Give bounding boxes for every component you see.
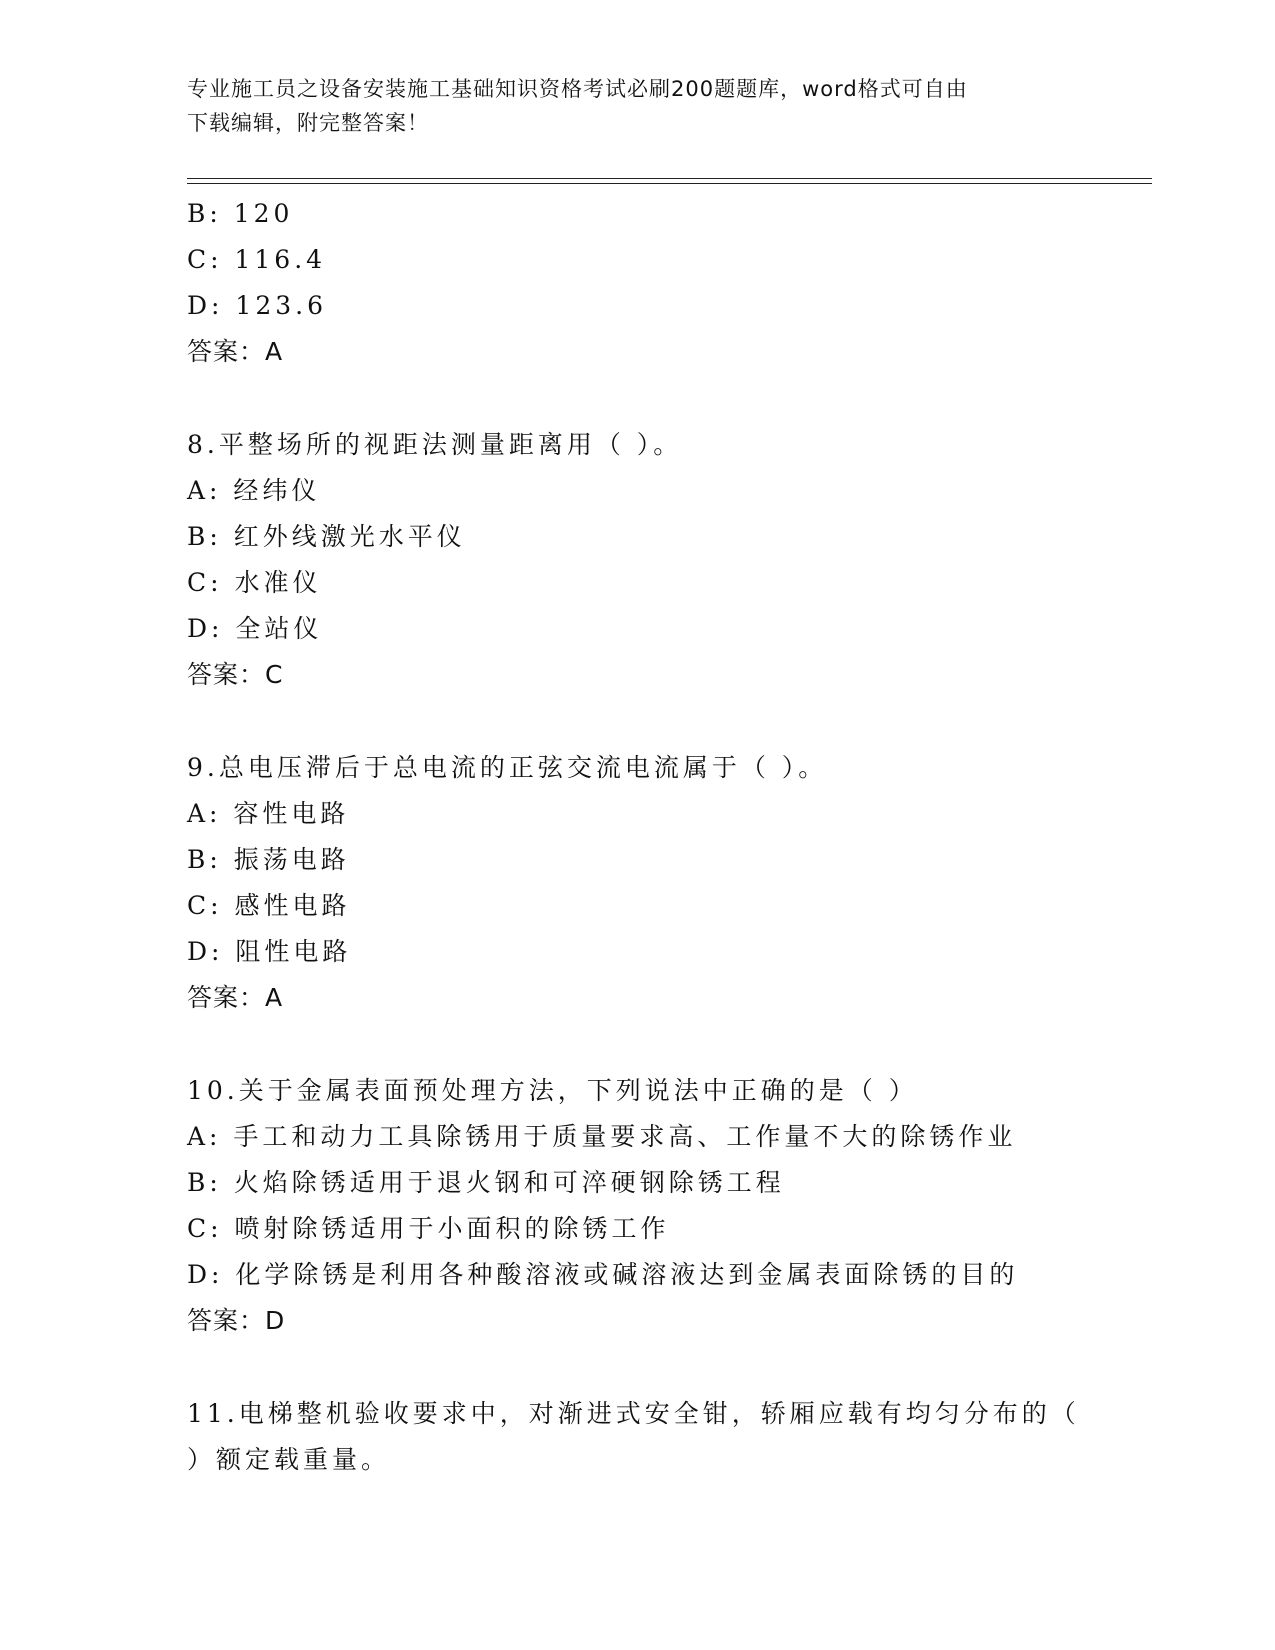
document-header xyxy=(187,72,1087,140)
option-b: B: 红外线激光水平仪 xyxy=(187,522,466,551)
question-10 xyxy=(187,1068,1152,1344)
option-d: D: 阻性电路 xyxy=(187,937,352,966)
option-b: B: 振荡电路 xyxy=(187,845,350,874)
header-divider-top xyxy=(187,178,1152,179)
question-stem: 9.总电压滞后于总电流的正弦交流电流属于（ ）。 xyxy=(187,753,828,782)
option-d: D: 全站仪 xyxy=(187,614,323,643)
option-c: C: 水准仪 xyxy=(187,568,322,597)
question-stem-line-1: 11.电梯整机验收要求中，对渐进式安全钳，轿厢应载有均匀分布的（ xyxy=(187,1399,1080,1428)
option-d: D: 123.6 xyxy=(187,291,327,320)
question-list xyxy=(187,191,1152,1483)
question-stem-line-2: ）额定载重量。 xyxy=(187,1445,391,1474)
answer-label: 答案：D xyxy=(187,1306,286,1335)
question-11 xyxy=(187,1391,1152,1483)
answer-label: 答案：A xyxy=(187,983,284,1012)
question-9 xyxy=(187,745,1152,1021)
option-a: A: 容性电路 xyxy=(187,799,350,828)
option-a: A: 经纬仪 xyxy=(187,476,321,505)
option-d: D: 化学除锈是利用各种酸溶液或碱溶液达到金属表面除锈的目的 xyxy=(187,1260,1019,1289)
question-stem: 8.平整场所的视距法测量距离用（ ）。 xyxy=(187,430,683,459)
option-c: C: 116.4 xyxy=(187,245,327,274)
header-line-2: 下载编辑，附完整答案！ xyxy=(187,111,429,135)
header-line-1: 专业施工员之设备安装施工基础知识资格考试必刷200题题库，word格式可自由 xyxy=(187,77,968,101)
question-stem: 10.关于金属表面预处理方法，下列说法中正确的是（ ） xyxy=(187,1076,918,1105)
option-b: B: 火焰除锈适用于退火钢和可淬硬钢除锈工程 xyxy=(187,1168,785,1197)
question-8 xyxy=(187,422,1152,698)
option-a: A: 手工和动力工具除锈用于质量要求高、工作量不大的除锈作业 xyxy=(187,1122,1017,1151)
answer-label: 答案：C xyxy=(187,660,284,689)
answer-label: 答案：A xyxy=(187,337,284,366)
option-c: C: 感性电路 xyxy=(187,891,351,920)
question-7-continued xyxy=(187,191,1152,375)
header-divider-bottom xyxy=(187,183,1152,184)
option-b: B: 120 xyxy=(187,199,294,228)
option-c: C: 喷射除锈适用于小面积的除锈工作 xyxy=(187,1214,670,1243)
